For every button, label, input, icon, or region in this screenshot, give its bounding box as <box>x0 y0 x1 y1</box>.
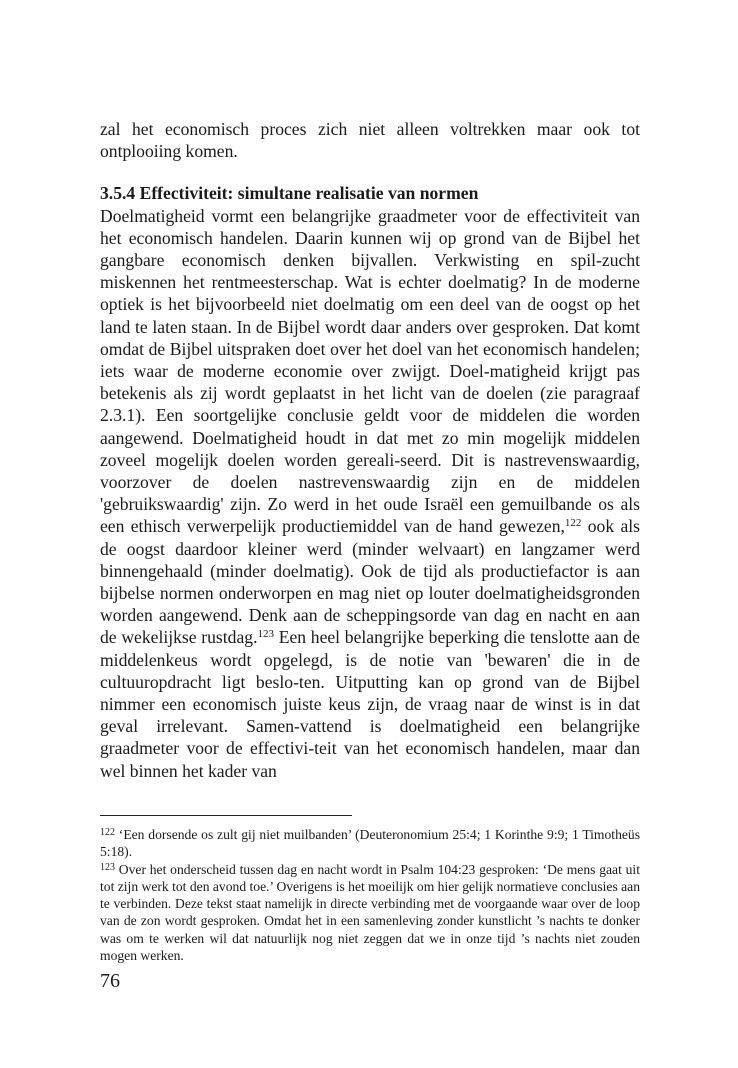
page-number: 76 <box>100 970 120 992</box>
footnote-reference-123[interactable]: 123 <box>257 628 274 641</box>
footnote-reference-122[interactable]: 122 <box>564 517 582 530</box>
footnote-text: Over het onderscheid tussen dag en nacht wordt in Psalm 104:23 gesproken: ‘De mens gaat uit tot zijn werk tot den avond toe.’ Overigens is het moeilijk om hier gelijk normatieve conclusies aan te verbinden. Deze tekst staat namelijk in directe verbinding met de voorgaande waar over de loop van de zon wordt gesproken. Omdat het in een samenleving zonder kunstlicht ’s nachts te donker was om te werken wil dat natuurlijk nog niet zeggen dat we in onze tijd ’s nachts niet zouden mogen werken. <box>100 861 640 964</box>
footnote-separator <box>100 815 352 816</box>
body-paragraph <box>100 205 640 782</box>
body-text-part-2: ook als de oogst daardoor kleiner werd (minder welvaart) en langzamer werd binnengehaald (minder doelmatig). Ook de tijd als productiefactor is aan bijbelse normen onderworpen en mag niet op louter doelmatigheidsgronden worden aangewend. Denk aan de scheppingsorde van dag en nacht en aan de wekelijkse rustdag. <box>100 516 640 648</box>
section-heading: 3.5.4 Effectiviteit: simultane realisatie van normen <box>100 183 479 204</box>
footnote-123 <box>100 861 640 965</box>
footnote-text: ‘Een dorsende os zult gij niet muilbanden’ (Deuteronomium 25:4; 1 Korinthe 9:9; 1 Timotheüs 5:18). <box>100 827 640 860</box>
body-text-part-1: Doelmatigheid vormt een belangrijke graadmeter voor de effectiviteit van het economisch handelen. Daarin kunnen wij op grond van de Bijbel het gangbare economisch denken bijvallen. Verkwisting en spil-zucht miskennen het rentmeesterschap. Wat is echter doelmatig? In de moderne optiek is het bijvoorbeeld niet doelmatig om een deel van de oogst op het land te laten staan. In de Bijbel wordt daar anders over gesproken. Dat komt omdat de Bijbel uitspraken doet over het doel van het economisch handelen; iets waar de moderne economie over zwijgt. Doel-matigheid krijgt pas betekenis als zij wordt geplaatst in het licht van de doelen (zie paragraaf 2.3.1). Een soortgelijke conclusie geldt voor de middelen die worden aangewend. Doelmatigheid houdt in dat met zo min mogelijk middelen zoveel mogelijk doelen worden gereali-seerd. Dit is nastrevenswaardig, voorzover de doelen nastrevenswaardig zijn en de middelen 'gebruikswaardig' zijn. Zo werd in het oude Israël een gemuilbande os als een ethisch verwerpelijk productiemiddel van de hand gewezen, <box>100 205 640 537</box>
body-text-part-3: Een heel belangrijke beperking die tenslotte aan de middelenkeus wordt opgelegd, is de notie van 'bewaren' die in de cultuuropdracht ligt beslo-ten. Uitputting kan op grond van de Bijbel nimmer een economisch juiste keus zijn, de vraag naar de winst is in dat geval irrelevant. Samen-vattend is doelmatigheid een belangrijke graadmeter voor de effectivi-teit van het economisch handelen, maar dan wel binnen het kader van <box>100 627 640 781</box>
footnote-number: 122 <box>100 827 115 838</box>
page-body <box>100 118 640 782</box>
footnotes <box>100 826 640 964</box>
footnote-122 <box>100 826 640 861</box>
intro-paragraph: zal het economisch proces zich niet alleen voltrekken maar ook tot ontplooiing komen. <box>100 119 640 162</box>
footnote-number: 123 <box>100 861 115 873</box>
